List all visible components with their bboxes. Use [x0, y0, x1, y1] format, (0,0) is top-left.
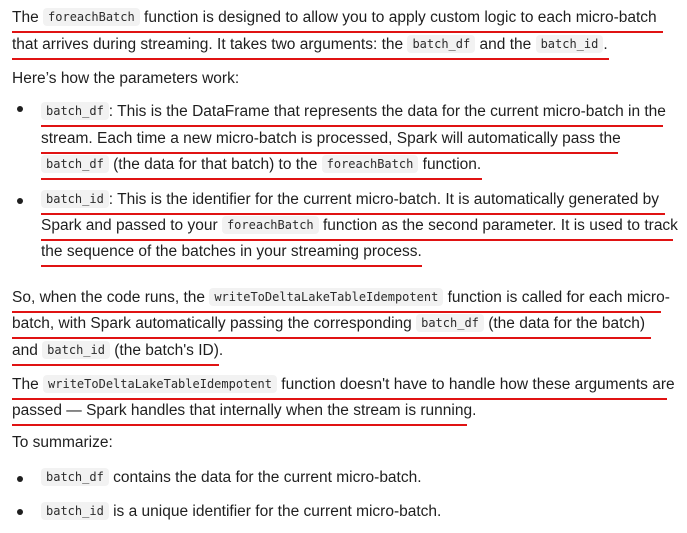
inline-code: batch_id [41, 502, 109, 520]
inline-code: foreachBatch [322, 155, 419, 173]
paragraph-2: Here’s how the parameters work: [12, 70, 240, 87]
text-span: The [12, 9, 44, 26]
inline-code: batch_id [42, 341, 110, 359]
text-span: function is designed to allow you to apply custom logic to each micro-batch [139, 9, 657, 26]
red-underline [41, 239, 673, 241]
text-span: So, when the code runs, the [12, 289, 210, 306]
inline-code: writeToDeltaLakeTableIdempotent [209, 288, 443, 306]
inline-code: batch_id [536, 35, 604, 53]
red-underline [41, 152, 618, 154]
paragraph-3-line-1 [12, 288, 670, 310]
text-span: function as the second parameter. It is used to track [318, 217, 678, 234]
inline-code: batch_df [41, 468, 109, 486]
paragraph-3-line-3 [12, 341, 223, 363]
paragraph-3-line-2 [12, 314, 645, 336]
red-underline [41, 125, 663, 127]
text-span: function. [418, 156, 482, 173]
text-span: (the batch's ID). [109, 342, 224, 359]
bullet-2-line-3: the sequence of the batches in your streaming process. [41, 243, 422, 260]
text-span: that arrives during streaming. It takes two arguments: the [12, 36, 408, 53]
bullet-dot [17, 198, 23, 204]
bullet-dot [17, 106, 23, 112]
text-span: function doesn't have to handle how these arguments are [276, 376, 675, 393]
text-span: function is called for each micro- [443, 289, 670, 306]
inline-code: foreachBatch [43, 8, 140, 26]
paragraph-1-line-2 [12, 35, 608, 57]
red-underline [12, 398, 667, 400]
red-underline [12, 364, 219, 366]
summary-bullet-1 [41, 468, 422, 490]
text-span: batch, with Spark automatically passing the corresponding [12, 315, 417, 332]
red-underline [12, 311, 661, 313]
inline-code: batch_id [41, 190, 109, 208]
red-underline [41, 178, 482, 180]
paragraph-4-line-1 [12, 375, 675, 397]
summary-bullet-2 [41, 502, 441, 524]
text-span: Spark and passed to your [41, 217, 222, 234]
inline-code: writeToDeltaLakeTableIdempotent [43, 375, 277, 393]
text-span: : This is the DataFrame that represents the data for the current micro-batch in the [108, 103, 666, 120]
bullet-dot [17, 476, 23, 482]
text-span: is a unique identifier for the current micro-batch. [108, 503, 442, 520]
text-span: and the [475, 36, 536, 53]
paragraph-5: To summarize: [12, 434, 113, 451]
inline-code: batch_df [416, 314, 484, 332]
red-underline [12, 424, 467, 426]
bullet-2-line-2 [41, 216, 678, 238]
paragraph-4-line-2: passed — Spark handles that internally when the stream is running. [12, 402, 477, 419]
inline-code: batch_df [407, 35, 475, 53]
text-span: and [12, 342, 43, 359]
text-span: . [603, 36, 608, 53]
inline-code: foreachBatch [222, 216, 319, 234]
text-span: contains the data for the current micro-batch. [108, 469, 422, 486]
red-underline [41, 265, 422, 267]
bullet-1-line-1 [41, 102, 666, 124]
inline-code: batch_df [41, 155, 109, 173]
bullet-2-line-1 [41, 190, 659, 212]
red-underline [12, 31, 663, 33]
bullet-1-line-2: stream. Each time a new micro-batch is processed, Spark will automatically pass the [41, 130, 621, 147]
red-underline [12, 337, 651, 339]
text-span: (the data for the batch) [483, 315, 646, 332]
paragraph-1-line-1 [12, 8, 657, 30]
bullet-1-line-3 [41, 155, 481, 177]
bullet-dot [17, 509, 23, 515]
red-underline [41, 213, 665, 215]
inline-code: batch_df [41, 102, 109, 120]
text-span: (the data for that batch) to the [108, 156, 322, 173]
text-span: : This is the identifier for the current micro-batch. It is automatically generated by [108, 191, 660, 208]
red-underline [12, 58, 609, 60]
text-span: The [12, 376, 44, 393]
